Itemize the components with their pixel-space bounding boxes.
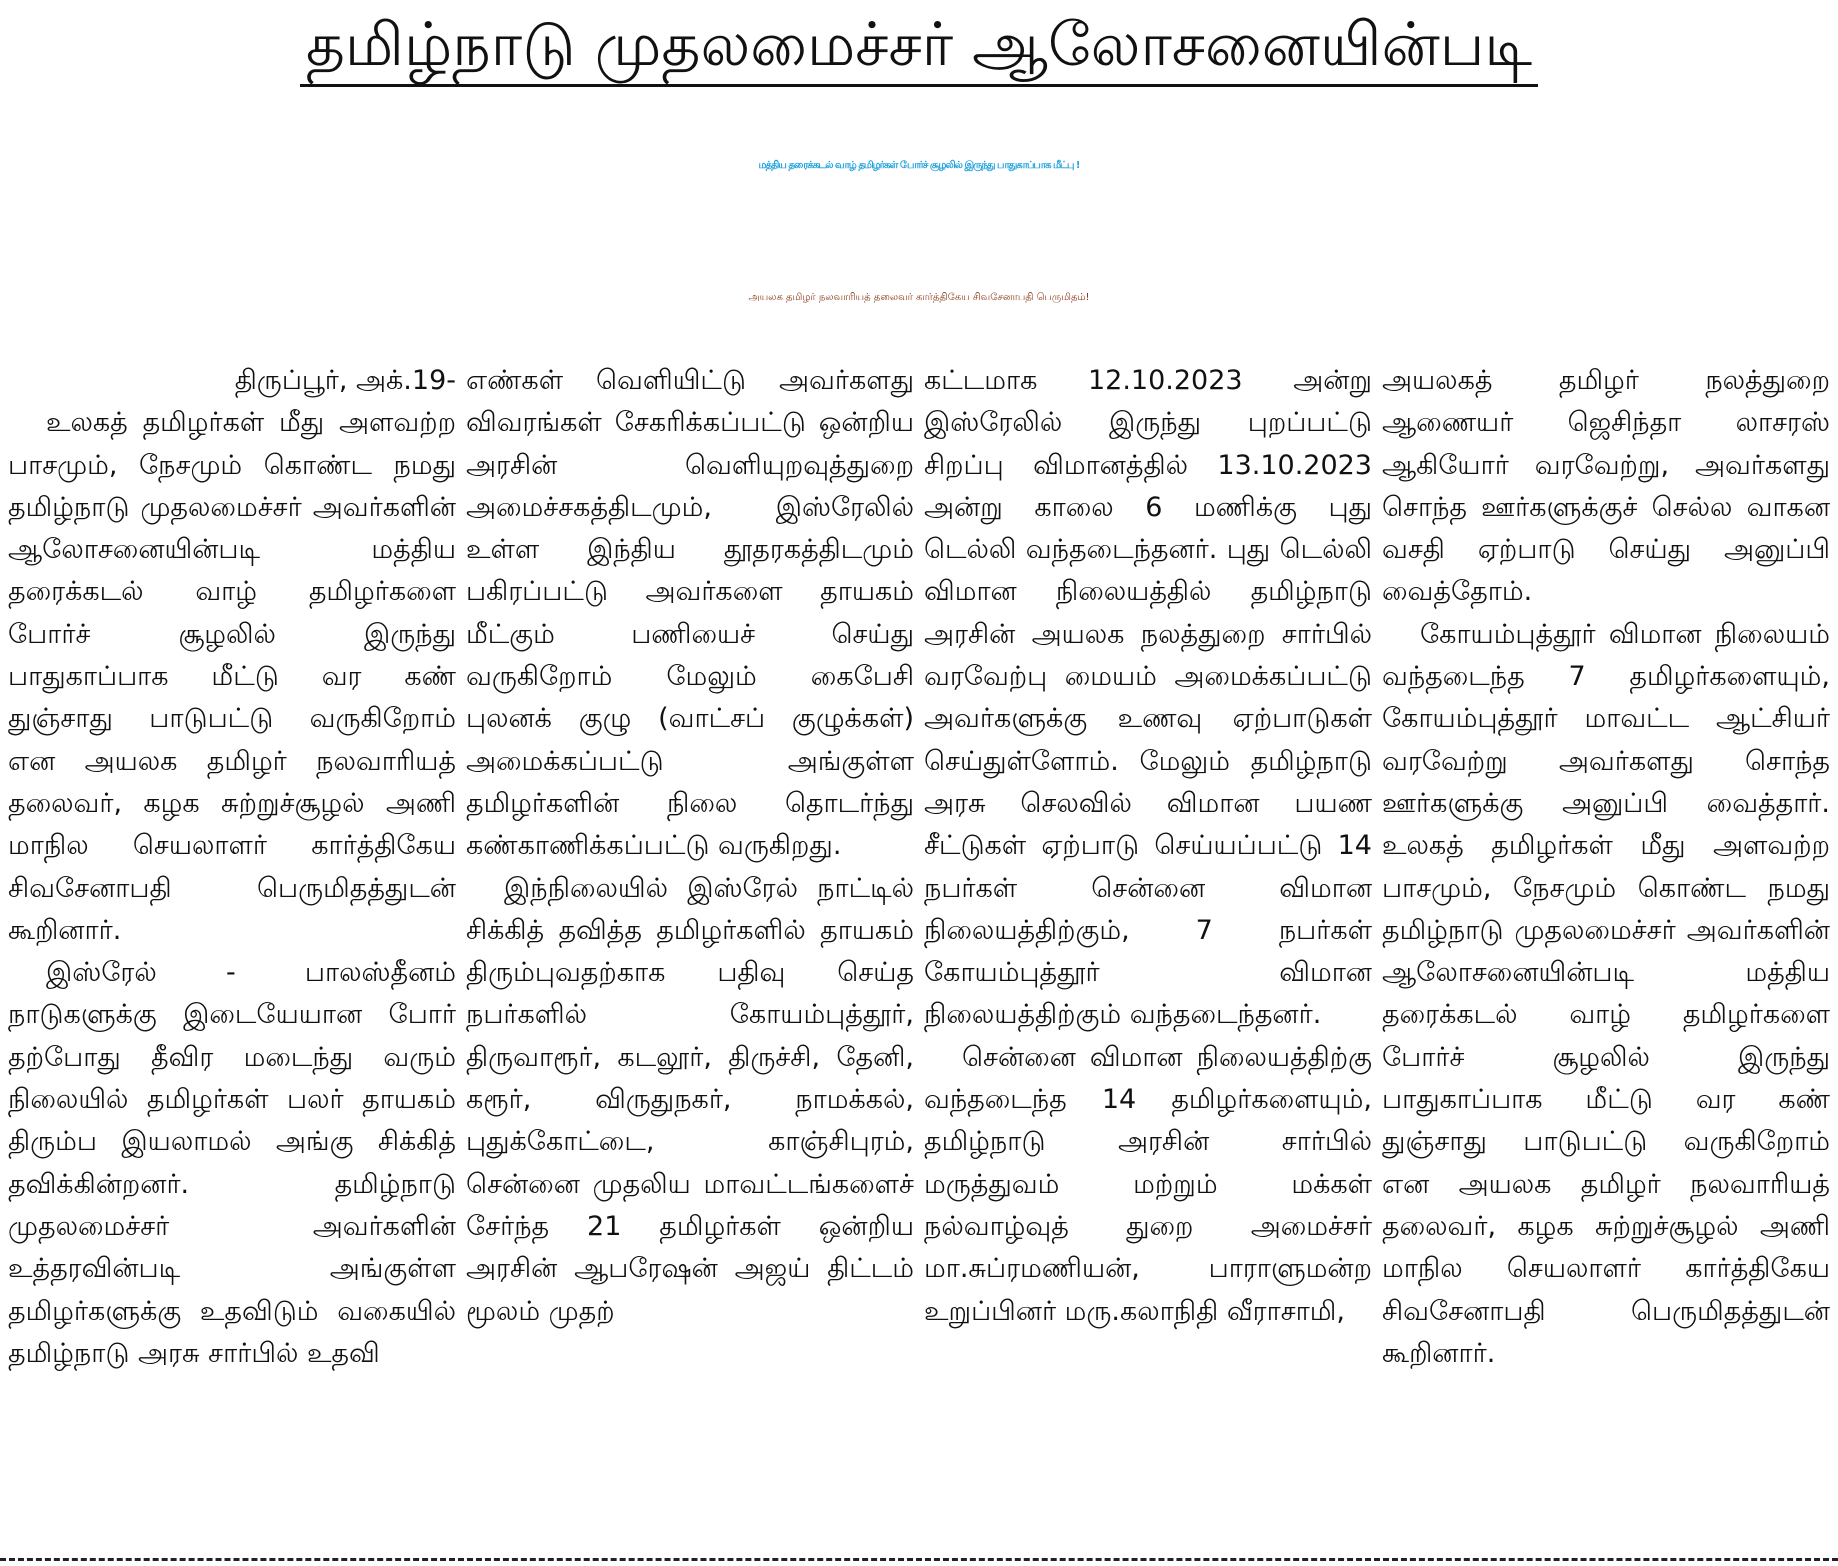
article-column-1 xyxy=(8,360,456,1550)
article-column-2 xyxy=(466,360,914,1550)
dateline: திருப்பூர், அக்.19- xyxy=(234,365,456,396)
article-column-4 xyxy=(1382,360,1830,1550)
kicker-title: தமிழ்நாடு முதலமைச்சர் ஆலோசனையின்படி xyxy=(300,8,1538,87)
kicker-container xyxy=(0,8,1838,87)
bottom-dashed-divider xyxy=(0,1558,1838,1561)
paragraph: சென்னை விமான நிலையத்திற்கு வந்தடைந்த 14 தமிழர்களையும், தமிழ்நாடு அரசின் சார்பில் மருத்துவம் மற்றும் மக்கள் நல்வாழ்வுத் துறை அமைச்சர் மா.சுப்ரமணியன், பாராளுமன்ற உறுப்பினர் மரு.கலாநிதி வீராசாமி, xyxy=(924,1041,1372,1327)
paragraph: உலகத் தமிழர்கள் மீது அளவற்ற பாசமும், நேசமும் கொண்ட நமது தமிழ்நாடு முதலமைச்சர் அவர்களின் ஆலோசனையின்படி மத்திய தரைக்கடல் வாழ் தமிழர்களை போர்ச் சூழலில் இருந்து பாதுகாப்பாக மீட்டு வர கண் துஞ்சாது பாடுபட்டு வருகிறோம் என அயலக தமிழர் நலவாரியத் தலைவர், கழக சுற்றுச்சூழல் அணி மாநில செயலாளர் கார்த்திகேய சிவசேனாபதி பெருமிதத்துடன் கூறினார். xyxy=(8,407,456,946)
article-columns xyxy=(8,360,1830,1550)
paragraph: இந்நிலையில் இஸ்ரேல் நாட்டில் சிக்கித் தவித்த தமிழர்களில் தாயகம் திரும்புவதற்காக பதிவு செய்த நபர்களில் கோயம்புத்தூர், திருவாரூர், கடலூர், திருச்சி, தேனி, கரூர், விருதுநகர், நாமக்கல், புதுக்கோட்டை, காஞ்சிபுரம், சென்னை முதலிய மாவட்டங்களைச் சேர்ந்த 21 தமிழர்கள் ஒன்றிய அரசின் ஆபரேஷன் அஜய் திட்டம் மூலம் முதற் xyxy=(466,872,914,1327)
paragraph: இஸ்ரேல் - பாலஸ்தீனம் நாடுகளுக்கு இடையேயான போர் தற்போது தீவிர மடைந்து வரும் நிலையில் தமிழர்கள் பலர் தாயகம் திரும்ப இயலாமல் அங்கு சிக்கித் தவிக்கின்றனர். தமிழ்நாடு முதலமைச்சர் அவர்களின் உத்தரவின்படி அங்குள்ள தமிழர்களுக்கு உதவிடும் வகையில் தமிழ்நாடு அரசு சார்பில் உதவி xyxy=(8,957,456,1369)
paragraph: அயலகத் தமிழர் நலத்துறை ஆணையர் ஜெசிந்தா லாசரஸ் ஆகியோர் வரவேற்று, அவர்களது சொந்த ஊர்களுக்குச் செல்ல வாகன வசதி ஏற்பாடு செய்து அனுப்பி வைத்தோம். xyxy=(1382,365,1830,608)
main-headline: மத்திய தரைக்கடல் வாழ் தமிழர்கள் போர்ச் சூழலில் இருந்து பாதுகாப்பாக மீட்பு ! xyxy=(758,160,1080,171)
sub-headline: அயலக தமிழர் நலவாரியத் தலைவர் கார்த்திகேய சிவசேனாபதி பெருமிதம்! xyxy=(748,292,1090,303)
paragraph: கோயம்புத்தூர் விமான நிலையம் வந்தடைந்த 7 தமிழர்களையும், கோயம்புத்தூர் மாவட்ட ஆட்சியர் வரவேற்று அவர்களது சொந்த ஊர்களுக்கு அனுப்பி வைத்தார். உலகத் தமிழர்கள் மீது அளவற்ற பாசமும், நேசமும் கொண்ட நமது தமிழ்நாடு முதலமைச்சர் அவர்களின் ஆலோசனையின்படி மத்திய தரைக்கடல் வாழ் தமிழர்களை போர்ச் சூழலில் இருந்து பாதுகாப்பாக மீட்டு வர கண் துஞ்சாது பாடுபட்டு வருகிறோம் என அயலக தமிழர் நலவாரியத் தலைவர், கழக சுற்றுச்சூழல் அணி மாநில செயலாளர் கார்த்திகேய சிவசேனாபதி பெருமிதத்துடன் கூறினார். xyxy=(1382,618,1830,1369)
paragraph: எண்கள் வெளியிட்டு அவர்களது விவரங்கள் சேகரிக்கப்பட்டு ஒன்றிய அரசின் வெளியுறவுத்துறை அமைச்சகத்திடமும், இஸ்ரேலில் உள்ள இந்திய தூதரகத்திடமும் பகிரப்பட்டு அவர்களை தாயகம் மீட்கும் பணியைச் செய்து வருகிறோம் மேலும் கைபேசி புலனக் குழு (வாட்சப் குழுக்கள்) அமைக்கப்பட்டு அங்குள்ள தமிழர்களின் நிலை தொடர்ந்து கண்காணிக்கப்பட்டு வருகிறது. xyxy=(466,365,914,862)
article-column-3 xyxy=(924,360,1372,1550)
paragraph: கட்டமாக 12.10.2023 அன்று இஸ்ரேலில் இருந்து புறப்பட்டு சிறப்பு விமானத்தில் 13.10.2023 அன்று காலை 6 மணிக்கு புது டெல்லி வந்தடைந்தனர். புது டெல்லி விமான நிலையத்தில் தமிழ்நாடு அரசின் அயலக நலத்துறை சார்பில் வரவேற்பு மையம் அமைக்கப்பட்டு அவர்களுக்கு உணவு ஏற்பாடுகள் செய்துள்ளோம். மேலும் தமிழ்நாடு அரசு செலவில் விமான பயண சீட்டுகள் ஏற்பாடு செய்யப்பட்டு 14 நபர்கள் சென்னை விமான நிலையத்திற்கும், 7 நபர்கள் கோயம்புத்தூர் விமான நிலையத்திற்கும் வந்தடைந்தனர். xyxy=(924,365,1372,1031)
